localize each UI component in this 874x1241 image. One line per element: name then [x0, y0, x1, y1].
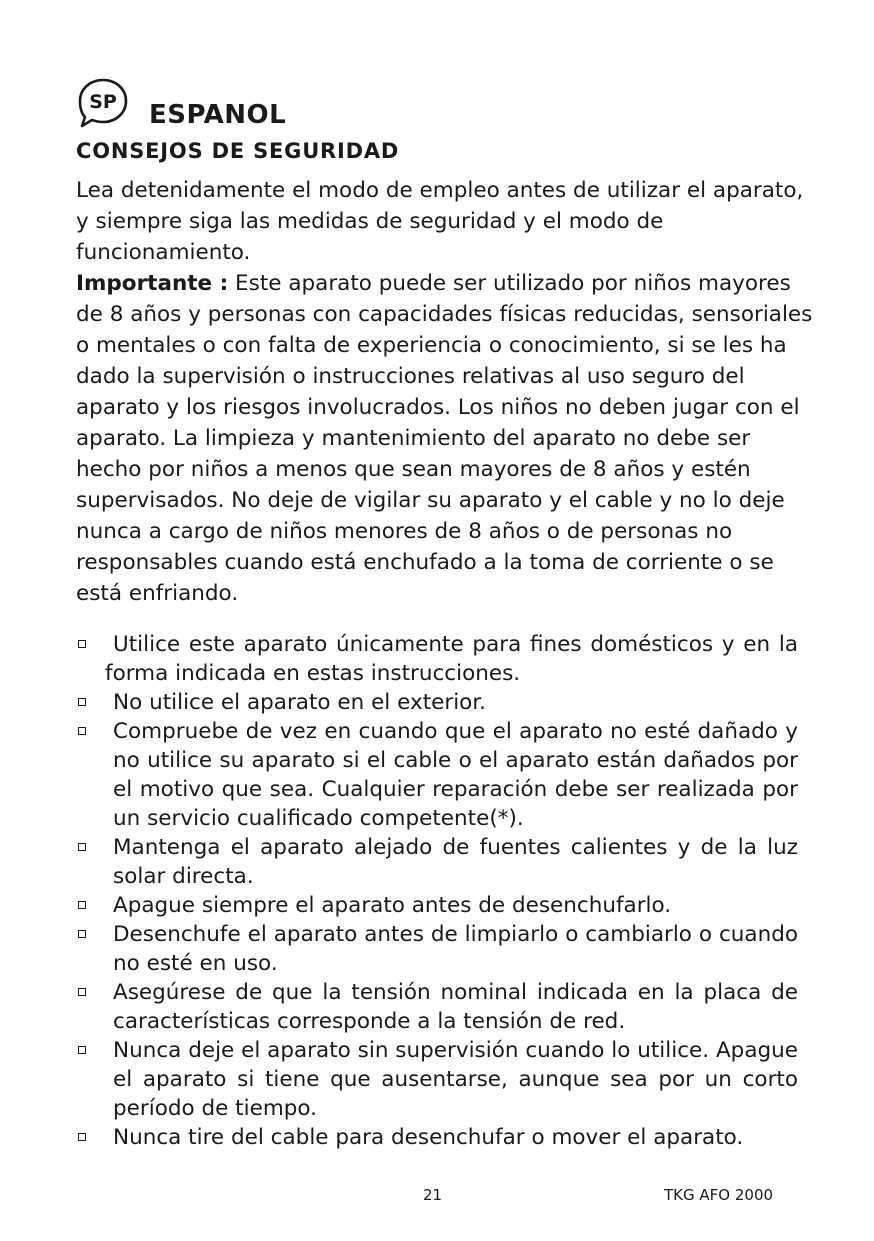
safety-list: [76, 630, 798, 1152]
list-item: [76, 1123, 798, 1152]
list-item-text: Mantenga el aparato alejado de fuentes calientes y de la luz solar directa.: [113, 835, 798, 889]
list-item-text: Desenchufe el aparato antes de limpiarlo o cambiarlo o cuando no esté en uso.: [113, 922, 798, 976]
list-item: [76, 978, 798, 1036]
list-item: [76, 717, 798, 833]
list-item: [76, 630, 798, 688]
intro-text: Lea detenidamente el modo de empleo antes de utilizar el aparato, y siempre siga las medidas de seguridad y el modo de funcionamiento.: [76, 178, 804, 265]
important-label: Importante :: [76, 271, 229, 296]
checkbox-bullet-icon: [78, 1133, 86, 1141]
list-item-text: Nunca deje el aparato sin supervisión cuando lo utilice. Apague el aparato si tiene que ausentarse, aunque sea por un corto período de tiempo.: [113, 1038, 798, 1121]
speech-bubble-icon: [76, 76, 130, 130]
page-number: 21: [423, 1186, 443, 1204]
important-text: Este aparato puede ser utilizado por niños mayores de 8 años y personas con capacidades físicas reducidas, sensoriales o mentales o con falta de experiencia o conocimiento, si se les ha dado la supervisión o instrucciones relativas al uso seguro del aparato y los riesgos involucrados. Los niños no deben jugar con el aparato. La limpieza y mantenimiento del aparato no debe ser hecho por niños a menos que sean mayores de 8 años y estén supervisados. No deje de vigilar su aparato y el cable y no lo deje nunca a cargo de niños menores de 8 años o de personas no responsables cuando está enchufado a la toma de corriente o se está enfriando.: [76, 271, 813, 606]
list-item-text: Utilice este aparato únicamente para fines domésticos y en la forma indicada en estas instrucciones.: [105, 632, 798, 686]
checkbox-bullet-icon: [78, 930, 86, 938]
checkbox-bullet-icon: [78, 1046, 86, 1054]
language-heading: ESPANOL: [149, 100, 287, 130]
list-item-text: Compruebe de vez en cuando que el aparato no esté dañado y no utilice su aparato si el cable o el aparato están dañados por el motivo que sea. Cualquier reparación debe ser realizada por un servicio cualificado competente(*).: [113, 719, 798, 831]
checkbox-bullet-icon: [78, 901, 86, 909]
list-item-text: Asegúrese de que la tensión nominal indicada en la placa de características corresponde a la tensión de red.: [113, 980, 798, 1034]
list-item-text: No utilice el aparato en el exterior.: [113, 690, 487, 715]
checkbox-bullet-icon: [78, 988, 86, 996]
checkbox-bullet-icon: [78, 640, 86, 648]
section-title: CONSEJOS DE SEGURIDAD: [76, 139, 400, 163]
model-number: TKG AFO 2000: [664, 1186, 774, 1204]
checkbox-bullet-icon: [78, 727, 86, 735]
list-item-text: Apague siempre el aparato antes de desenchufarlo.: [113, 893, 672, 918]
list-item: [76, 920, 798, 978]
list-item-text: Nunca tire del cable para desenchufar o mover el aparato.: [113, 1125, 744, 1150]
list-item: [76, 833, 798, 891]
list-item: [76, 1036, 798, 1123]
checkbox-bullet-icon: [78, 698, 86, 706]
intro-paragraph: [76, 175, 816, 609]
checkbox-bullet-icon: [78, 843, 86, 851]
badge-label: SP: [89, 91, 117, 113]
list-item: [76, 688, 798, 717]
list-item: [76, 891, 798, 920]
